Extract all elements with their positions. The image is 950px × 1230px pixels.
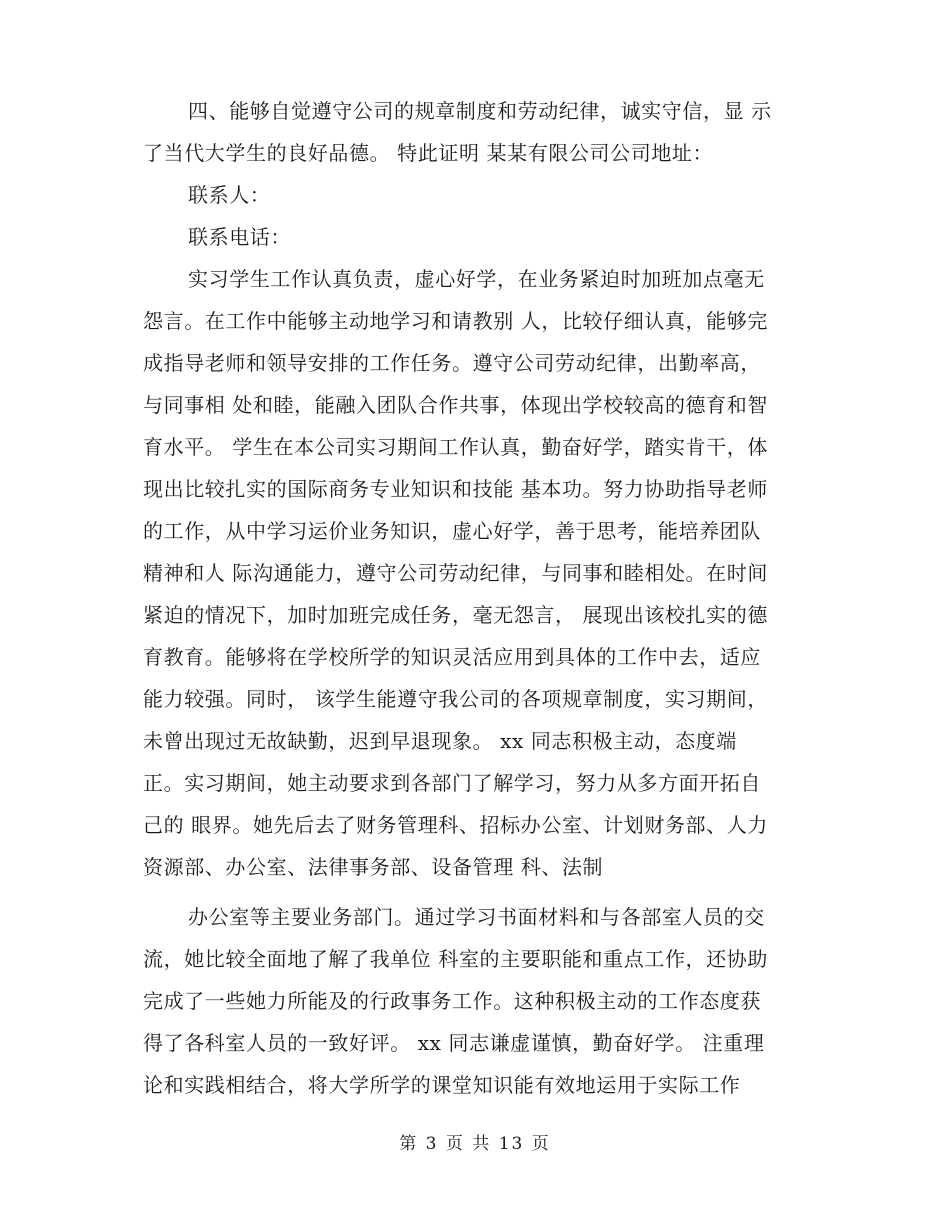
paragraph-line: 未曾出现过无故缺勤，迟到早退现象。 xx 同志积极主动，态度端 [143,729,737,753]
paragraph-line: 办公室等主要业务部门。通过学习书面材料和与各部室人员的交 [188,905,765,929]
paragraph-line: 了当代大学生的良好品德。 特此证明 某某有限公司公司地址： [143,141,714,165]
contact-person-line: 联系人： [188,183,271,207]
paragraph-line: 育教育。能够将在学校所学的知识灵活应用到具体的工作中去，适应 [143,645,761,669]
paragraph-line: 资源部、办公室、法律事务部、设备管理 科、法制 [143,855,604,879]
paragraph-line: 育水平。 学生在本公司实习期间工作认真，勤奋好学，踏实肯干，体 [143,435,768,459]
paragraph-line: 紧迫的情况下，加时加班完成任务，毫无怨言， 展现出该校扎实的德 [143,603,768,627]
paragraph-line: 的工作，从中学习运价业务知识，虚心好学，善于思考，能培养团队 [143,519,761,543]
contact-phone-line: 联系电话： [188,225,291,249]
paragraph-line: 能力较强。同时， 该学生能遵守我公司的各项规章制度，实习期间， [143,687,768,711]
paragraph-line: 精神和人 际沟通能力，遵守公司劳动纪律，与同事和睦相处。在时间 [143,561,768,585]
paragraph-line: 实习学生工作认真负责，虚心好学，在业务紧迫时加班加点毫无 [188,267,765,291]
paragraph-line: 正。实习期间，她主动要求到各部门了解学习，努力从多方面开拓自 [143,771,761,795]
paragraph-line: 流，她比较全面地了解了我单位 科室的主要职能和重点工作，还协助 [143,947,768,971]
paragraph-line: 四、能够自觉遵守公司的规章制度和劳动纪律，诚实守信，显 示 [188,99,772,123]
paragraph-line: 己的 眼界。她先后去了财务管理科、招标办公室、计划财务部、人力 [143,813,768,837]
page-number-footer: 第 3 页 共 13 页 [399,1134,551,1154]
paragraph-line: 与同事相 处和睦，能融入团队合作共事，体现出学校较高的德育和智 [143,393,768,417]
paragraph-line: 得了各科室人员的一致好评。 xx 同志谦虚谨慎，勤奋好学。 注重理 [143,1031,765,1055]
paragraph-line: 成指导老师和领导安排的工作任务。遵守公司劳动纪律，出勤率高， [143,351,761,375]
paragraph-line: 完成了一些她力所能及的行政事务工作。这种积极主动的工作态度获 [143,989,761,1013]
paragraph-line: 论和实践相结合，将大学所学的课堂知识能有效地运用于实际工作 [143,1073,741,1097]
paragraph-line: 怨言。在工作中能够主动地学习和请教别 人，比较仔细认真，能够完 [143,309,768,333]
paragraph-line: 现出比较扎实的国际商务专业知识和技能 基本功。努力协助指导老师 [143,477,768,501]
